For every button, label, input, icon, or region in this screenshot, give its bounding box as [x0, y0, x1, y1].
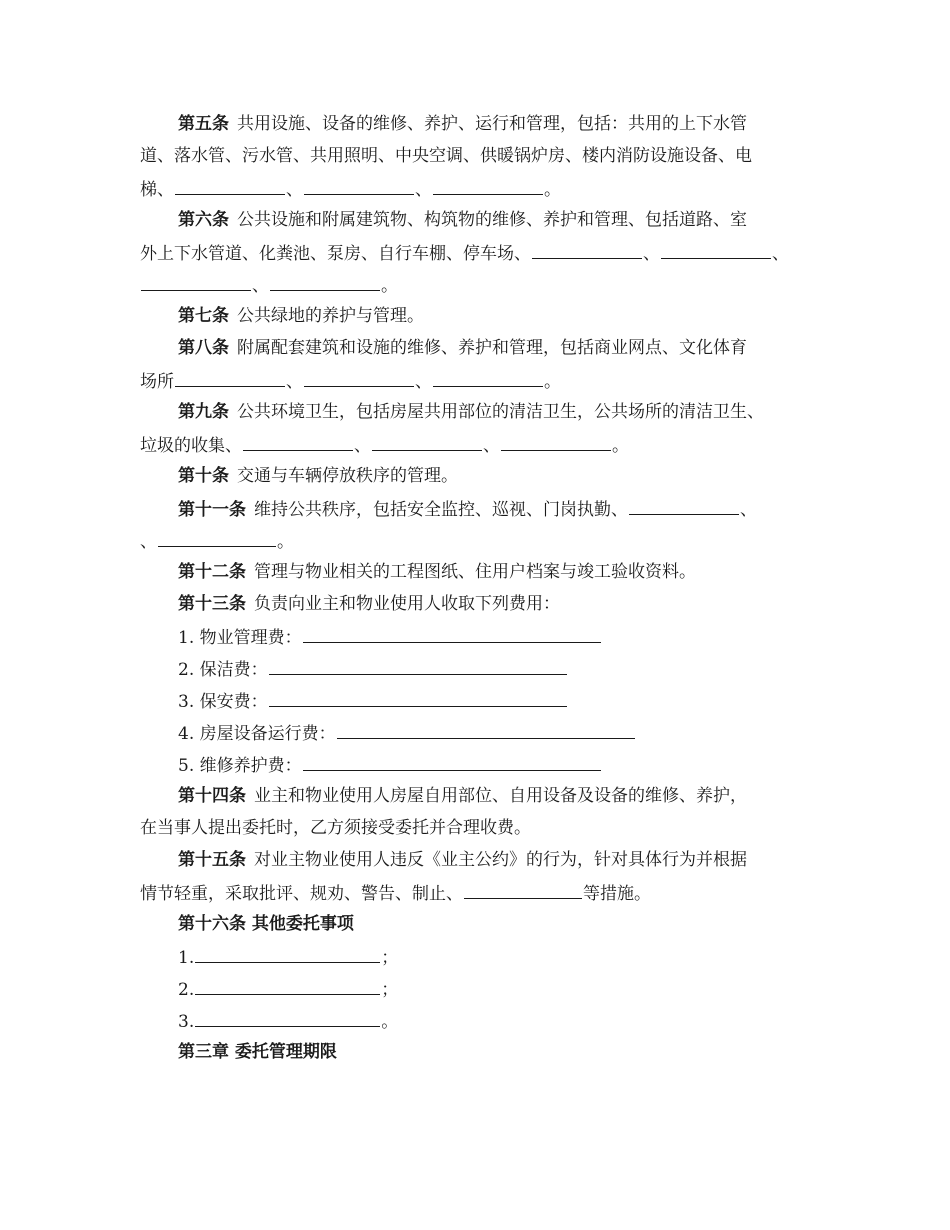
- art14-line2: 在当事人提出委托时，乙方须接受委托并合理收费。: [140, 818, 531, 838]
- art11-line1: 第十一条 维持公共秩序，包括安全监控、巡视、门岗执勤、 、: [178, 497, 757, 521]
- fee-item: 5. 维修养护费：: [178, 753, 602, 777]
- fill-blank[interactable]: [304, 369, 414, 387]
- fill-blank[interactable]: [303, 625, 601, 643]
- chapter3-title: 第三章 委托管理期限: [178, 1042, 337, 1062]
- fee-item: 3. 保安费：: [178, 689, 568, 713]
- art11-title: 第十一条: [178, 500, 246, 520]
- art16-heading: [178, 913, 362, 937]
- art7-line: 第七条 公共绿地的养护与管理。: [178, 306, 424, 326]
- fill-blank[interactable]: [304, 177, 414, 195]
- art5-line2: 道、落水管、污水管、共用照明、中央空调、供暖锅炉房、楼内消防设施设备、电: [140, 146, 752, 166]
- art8-title: 第八条: [178, 338, 229, 358]
- fill-blank[interactable]: [501, 433, 611, 451]
- art13-title: 第十三条: [178, 594, 246, 614]
- fill-blank[interactable]: [141, 273, 251, 291]
- art11-line2: 、 。: [140, 529, 294, 553]
- fill-blank[interactable]: [464, 881, 582, 899]
- chapter3-heading: [178, 1041, 345, 1065]
- fill-blank[interactable]: [629, 497, 739, 515]
- art8-line1: 第八条 附属配套建筑和设施的维修、养护和管理，包括商业网点、文化体育: [178, 338, 747, 358]
- art7-title: 第七条: [178, 306, 229, 326]
- fill-blank[interactable]: [195, 945, 380, 963]
- fill-blank[interactable]: [243, 433, 353, 451]
- fee-item: 4. 房屋设备运行费：: [178, 721, 636, 745]
- art10-line: 第十条 交通与车辆停放秩序的管理。: [178, 466, 458, 486]
- fill-blank[interactable]: [158, 529, 276, 547]
- art14-line1: 第十四条 业主和物业使用人房屋自用部位、自用设备及设备的维修、养护，: [178, 786, 747, 806]
- art12-title: 第十二条: [178, 562, 246, 582]
- fill-blank[interactable]: [433, 177, 543, 195]
- art16-title: 第十六条 其他委托事项: [178, 914, 354, 934]
- fill-blank[interactable]: [303, 753, 601, 771]
- fill-blank[interactable]: [195, 977, 380, 995]
- other-item: 2. ；: [178, 977, 398, 1001]
- art6-line2: 外上下水管道、化粪池、泵房、自行车棚、停车场、 、 、: [140, 241, 789, 265]
- art15-line2: 情节轻重，采取批评、规劝、警告、制止、 等措施。: [140, 881, 651, 905]
- art15-line1: 第十五条 对业主物业使用人违反《业主公约》的行为，针对具体行为并根据: [178, 850, 747, 870]
- art5-title: 第五条: [178, 114, 229, 134]
- fill-blank[interactable]: [433, 369, 543, 387]
- fill-blank[interactable]: [195, 1009, 380, 1027]
- art9-line1: 第九条 公共环境卫生，包括房屋共用部位的清洁卫生，公共场所的清洁卫生、: [178, 402, 764, 422]
- fill-blank[interactable]: [532, 241, 642, 259]
- art9-line2: 垃圾的收集、 、 、 。: [140, 433, 629, 457]
- art6-title: 第六条: [178, 210, 229, 230]
- fill-blank[interactable]: [269, 657, 567, 675]
- fill-blank[interactable]: [175, 369, 285, 387]
- fee-item: 2. 保洁费：: [178, 657, 568, 681]
- art15-title: 第十五条: [178, 850, 246, 870]
- art14-title: 第十四条: [178, 786, 246, 806]
- art10-title: 第十条: [178, 466, 229, 486]
- other-item: 1. ；: [178, 945, 398, 969]
- art6-line1: 第六条 公共设施和附属建筑物、构筑物的维修、养护和管理、包括道路、室: [178, 210, 747, 230]
- fill-blank[interactable]: [269, 689, 567, 707]
- fill-blank[interactable]: [175, 177, 285, 195]
- art5-line3: 梯、 、 、 。: [140, 177, 561, 201]
- art12-line: 第十二条 管理与物业相关的工程图纸、住用户档案与竣工验收资料。: [178, 562, 696, 582]
- fill-blank[interactable]: [661, 241, 771, 259]
- art8-line2: 场所 、 、 。: [140, 369, 561, 393]
- art9-title: 第九条: [178, 402, 229, 422]
- art13-line: 第十三条 负责向业主和物业使用人收取下列费用：: [178, 594, 560, 614]
- fee-item: 1. 物业管理费：: [178, 625, 602, 649]
- other-item: 3. 。: [178, 1009, 398, 1033]
- fill-blank[interactable]: [372, 433, 482, 451]
- art5-line1: 第五条 共用设施、设备的维修、养护、运行和管理，包括：共用的上下水管: [178, 114, 747, 134]
- art6-line3: 、 。: [140, 273, 398, 297]
- fill-blank[interactable]: [337, 721, 635, 739]
- fill-blank[interactable]: [270, 273, 380, 291]
